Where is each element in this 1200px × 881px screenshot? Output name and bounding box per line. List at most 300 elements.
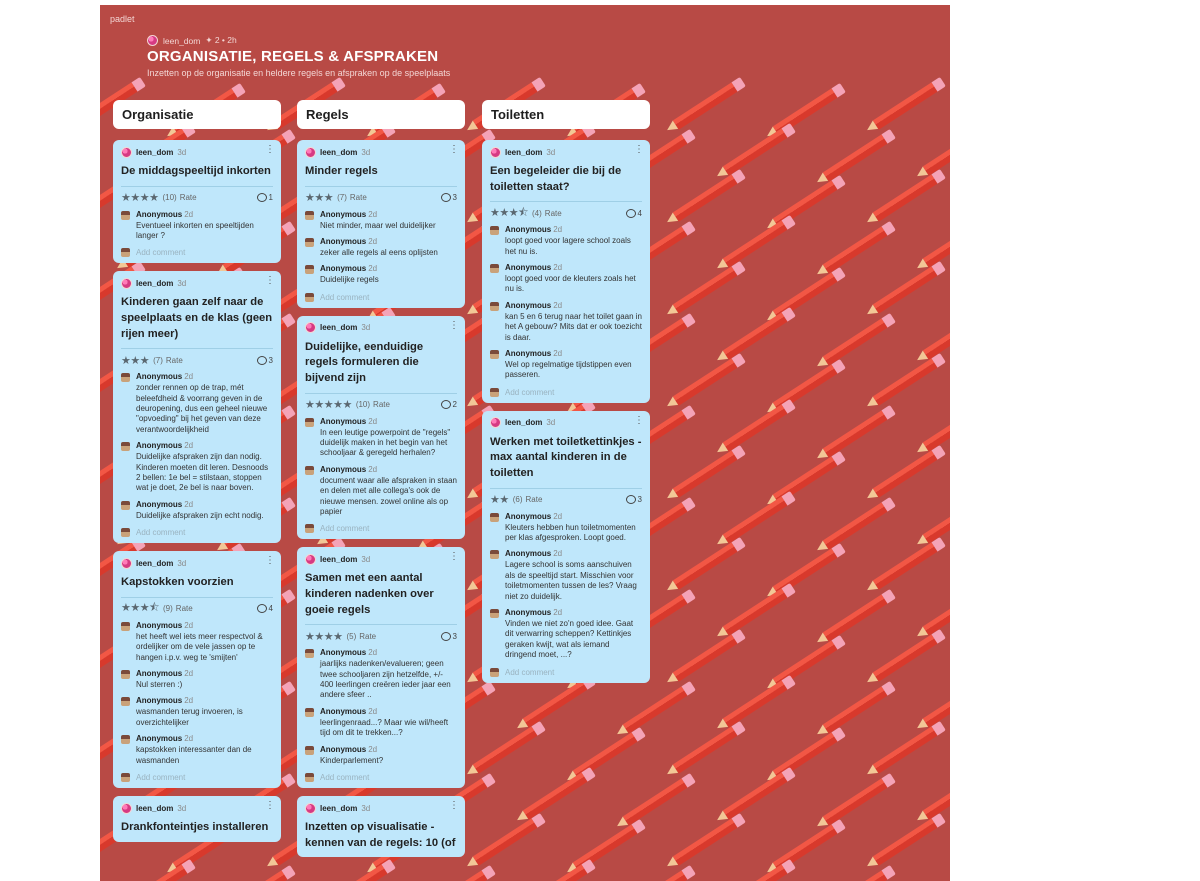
post-card[interactable] — [113, 140, 281, 263]
comment-bubble-icon — [441, 193, 451, 202]
anonymous-avatar-icon — [490, 302, 499, 311]
anonymous-avatar-icon — [305, 708, 314, 717]
rate-button[interactable]: Rate — [525, 495, 543, 505]
more-options-icon[interactable]: ⋮ — [265, 800, 275, 812]
pencil-decoration — [114, 858, 197, 881]
add-comment-input[interactable]: Add comment — [136, 248, 186, 258]
comment-author: Anonymous — [136, 499, 183, 509]
comment — [305, 210, 457, 231]
post-card[interactable] — [113, 271, 281, 543]
divider — [121, 597, 273, 598]
comment — [121, 669, 273, 690]
comment-text: Nul sterren :) — [136, 680, 183, 690]
rating-count: (10) — [162, 193, 177, 203]
pencil-decoration — [514, 858, 597, 881]
post-title: Inzetten op visualisatie - kennen van de regels: 10 (of — [305, 821, 456, 849]
comment-author: Anonymous — [320, 264, 367, 274]
comment-age: 2d — [553, 511, 563, 521]
pencil-decoration — [664, 352, 747, 411]
more-options-icon[interactable]: ⋮ — [449, 319, 459, 331]
rate-button[interactable]: Rate — [175, 604, 193, 614]
pencil-decoration — [814, 588, 897, 647]
anonymous-avatar-icon — [121, 442, 130, 451]
pencil-decoration — [664, 536, 747, 595]
comment-age: 2d — [368, 209, 378, 219]
board-subtitle: Inzetten op de organisatie en heldere regels en afspraken op de speelplaats — [147, 68, 451, 78]
comment-count-value: 1 — [268, 193, 273, 203]
comment-count[interactable] — [441, 400, 457, 409]
comment — [305, 648, 457, 701]
comment-age: 2d — [368, 744, 378, 754]
comment — [305, 707, 457, 739]
post-author[interactable]: leen_dom — [320, 147, 358, 157]
comment-age: 2d — [184, 734, 194, 744]
more-options-icon[interactable]: ⋮ — [449, 800, 459, 812]
comment-count[interactable] — [441, 632, 457, 641]
anonymous-avatar-icon — [490, 350, 499, 359]
comment-text: loopt goed voor lagere school zoals het nu is. — [505, 236, 631, 256]
comment-count[interactable] — [257, 193, 273, 202]
more-options-icon[interactable]: ⋮ — [449, 551, 459, 563]
post-title: De middagspeeltijd inkorten — [121, 165, 271, 177]
comment-count[interactable] — [441, 193, 457, 202]
comment-bubble-icon — [441, 400, 451, 409]
rating-count: (10) — [355, 400, 371, 410]
anonymous-avatar-icon — [305, 265, 314, 274]
comment-age: 2d — [184, 441, 194, 451]
comment-age: 2d — [368, 264, 378, 274]
add-comment-row[interactable] — [490, 388, 642, 397]
pencil-decoration — [664, 168, 747, 227]
post-author[interactable]: leen_dom — [136, 278, 174, 288]
comment — [490, 549, 642, 602]
comment-text: document waar alle afspraken in staan en delen met alle collega's ook de nieuwe mensen. zowel online als op papier — [320, 475, 457, 517]
rating-row — [490, 494, 642, 506]
rating-row — [121, 192, 273, 204]
add-comment-input[interactable]: Add comment — [505, 387, 555, 397]
comment — [490, 512, 642, 544]
pencil-decoration — [864, 628, 947, 687]
user-avatar-icon — [121, 528, 130, 537]
comment-count[interactable] — [257, 356, 273, 365]
comment — [490, 263, 642, 295]
rate-button[interactable]: Rate — [373, 400, 390, 410]
post-card[interactable] — [297, 316, 465, 540]
column-header[interactable]: Organisatie — [113, 100, 281, 129]
comment-age: 2d — [368, 416, 378, 426]
anonymous-avatar-icon — [121, 670, 130, 679]
column — [482, 100, 650, 691]
comment-count[interactable] — [257, 604, 273, 613]
star-rating-icon[interactable]: ★★★⯪ — [121, 602, 160, 615]
anonymous-avatar-icon — [121, 622, 130, 631]
comment-count-value: 3 — [452, 631, 457, 641]
pencil-decoration — [864, 812, 947, 871]
more-options-icon[interactable]: ⋮ — [634, 144, 644, 155]
comment-bubble-icon — [257, 604, 267, 613]
user-avatar-icon — [305, 773, 314, 782]
comment-age: 2d — [553, 608, 563, 618]
anonymous-avatar-icon — [305, 418, 314, 427]
comment-author: Anonymous — [136, 696, 183, 706]
comment-author: Anonymous — [505, 300, 552, 310]
more-options-icon[interactable]: ⋮ — [265, 144, 275, 155]
pencil-decoration — [714, 490, 797, 549]
comment-text: Eventueel inkorten en speeltijden langer ? — [136, 220, 254, 240]
comment-age: 2d — [184, 499, 194, 509]
add-comment-row[interactable] — [490, 668, 642, 677]
add-comment-input[interactable]: Add comment — [505, 667, 555, 677]
pencil-decoration — [864, 352, 947, 411]
post-age: 3d — [177, 558, 187, 568]
star-rating-icon[interactable]: ★★★ — [121, 354, 150, 367]
anonymous-avatar-icon — [305, 746, 314, 755]
rating-row — [305, 399, 457, 411]
rating-row — [490, 207, 642, 219]
add-comment-input[interactable]: Add comment — [136, 528, 186, 538]
comment — [305, 745, 457, 766]
pencil-decoration — [664, 76, 747, 135]
post-author-row — [305, 802, 457, 814]
comment — [121, 441, 273, 494]
comment-bubble-icon — [626, 209, 636, 218]
comment-text: In een leutige powerpoint de "regels" duidelijk maken in het begin van het schooljaar & geregeld herhalen? — [320, 427, 451, 458]
comment-author: Anonymous — [136, 734, 183, 744]
pencil-decoration — [814, 680, 897, 739]
post-author[interactable]: leen_dom — [505, 147, 543, 157]
anonymous-avatar-icon — [305, 211, 314, 220]
comment-author: Anonymous — [320, 237, 367, 246]
add-comment-row[interactable] — [121, 248, 273, 257]
rating-row — [305, 192, 457, 204]
comment-bubble-icon — [257, 193, 267, 202]
add-comment-row[interactable] — [305, 293, 457, 302]
add-comment-input[interactable]: Add comment — [320, 524, 370, 534]
anonymous-avatar-icon — [121, 211, 130, 220]
pencil-decoration — [664, 260, 747, 319]
anonymous-avatar-icon — [305, 466, 314, 475]
comment — [490, 608, 642, 661]
comment-text: Lagere school is soms aanschuiven als de speeltijd start. Misschien voor toiletmomenten tussen de les? Vraag niet zo duidelijk. — [505, 560, 637, 601]
pencil-decoration — [514, 766, 597, 825]
divider — [121, 348, 273, 349]
comment — [305, 417, 457, 459]
comment-count-value: 2 — [452, 400, 457, 410]
comment-age: 2d — [184, 372, 194, 382]
comment-author: Anonymous — [505, 263, 552, 272]
rate-button[interactable]: Rate — [359, 631, 377, 641]
comment-author: Anonymous — [505, 225, 552, 235]
post-age: 3d — [177, 803, 187, 813]
author-avatar[interactable] — [305, 322, 316, 333]
rating-row — [121, 603, 273, 615]
pencil-decoration — [814, 404, 897, 463]
pencil-decoration — [814, 220, 897, 279]
comment — [121, 734, 273, 766]
comment-age: 2d — [553, 225, 563, 235]
more-options-icon[interactable]: ⋮ — [265, 555, 275, 567]
pencil-decoration — [714, 398, 797, 457]
more-options-icon[interactable]: ⋮ — [265, 275, 275, 287]
author-avatar[interactable] — [305, 147, 316, 158]
author-avatar[interactable] — [305, 554, 316, 565]
comment-author: Anonymous — [320, 209, 367, 219]
post-author[interactable]: leen_dom — [505, 418, 543, 428]
comment-age: 2d — [368, 464, 378, 474]
post-card[interactable] — [482, 140, 650, 403]
post-author[interactable]: leen_dom — [320, 323, 358, 333]
add-comment-row[interactable] — [305, 524, 457, 533]
board-author-row — [147, 35, 237, 46]
comment — [490, 349, 642, 381]
pencil-decoration — [814, 128, 897, 187]
rate-button[interactable]: Rate — [165, 355, 183, 365]
pencil-decoration — [864, 76, 947, 135]
rating-count: (9) — [163, 604, 173, 614]
anonymous-avatar-icon — [490, 550, 499, 559]
comment-author: Anonymous — [136, 620, 183, 630]
column-header[interactable]: Toiletten — [482, 100, 650, 129]
pencil-decoration — [414, 864, 497, 881]
post-author[interactable]: leen_dom — [320, 803, 358, 813]
comment-author: Anonymous — [505, 511, 552, 521]
comment-count-value: 3 — [268, 355, 273, 365]
anonymous-avatar-icon — [305, 238, 314, 247]
comment-text: kan 5 en 6 terug naar het toilet gaan in het A gebouw? Mits dat er ook toezicht is daar. — [505, 311, 642, 342]
comment-author: Anonymous — [320, 416, 367, 426]
comment-age: 2d — [368, 706, 378, 716]
post-author-row — [490, 414, 644, 429]
comment-text: loopt goed voor de kleuters zoals het nu is. — [505, 274, 636, 294]
author-avatar[interactable] — [121, 278, 132, 289]
post-card[interactable] — [297, 140, 465, 308]
more-options-icon[interactable]: ⋮ — [449, 144, 459, 155]
anonymous-avatar-icon — [305, 649, 314, 658]
comment-text: Duidelijke afspraken zijn dan nodig. Kinderen moeten dit leren. Desnoods 2 bellen: 1e bel = stilstaan, stoppen wat je doet, 2e bel is naar boven. — [136, 452, 269, 493]
pencil-decoration — [664, 628, 747, 687]
rate-button[interactable]: Rate — [544, 208, 562, 218]
comment-author: Anonymous — [136, 441, 183, 451]
pencil-decoration — [614, 772, 697, 831]
rating-row — [305, 630, 457, 642]
comment-author: Anonymous — [505, 349, 552, 359]
comment-text: wasmanden terug invoeren, is overzichtelijker — [136, 707, 243, 727]
post-title: Een begeleider die bij de toiletten staat? — [490, 165, 622, 193]
board-title: ORGANISATIE, REGELS & AFSPRAKEN — [147, 48, 439, 65]
divider — [305, 393, 457, 394]
anonymous-avatar-icon — [121, 735, 130, 744]
comment-age: 2d — [184, 696, 194, 706]
post-title: Samen met een aantal kinderen nadenken over goeie regels — [305, 572, 434, 616]
post-age: 3d — [361, 323, 371, 333]
pencil-decoration — [464, 720, 547, 779]
anonymous-avatar-icon — [121, 501, 130, 510]
post-card[interactable] — [297, 547, 465, 788]
rating-row — [121, 354, 273, 366]
comment-text: Kinderparlement? — [320, 755, 384, 765]
pencil-decoration — [714, 122, 797, 181]
comment-text: jaarlijks nadenken/evalueren; geen twee schooljaren zijn hetzelfde, +/- 400 leerlingen creëren ieder jaar een andere sfeer .. — [320, 659, 451, 700]
post-title: Kinderen gaan zelf naar de speelplaats en de klas (geen rijen meer) — [121, 296, 273, 340]
comment — [121, 621, 273, 663]
comment-age: 2d — [553, 549, 563, 559]
pencil-decoration — [864, 720, 947, 779]
post-age: 3d — [361, 554, 371, 564]
comment-text: Wel op regelmatige tijdstippen even passeren. — [505, 360, 632, 380]
author-avatar[interactable] — [305, 803, 316, 814]
star-rating-icon[interactable]: ★★★★★ — [305, 399, 352, 412]
comment-author: Anonymous — [320, 464, 367, 474]
pencil-decoration — [864, 168, 947, 227]
comment — [121, 500, 273, 521]
author-avatar[interactable] — [121, 147, 132, 158]
author-avatar[interactable] — [147, 35, 158, 46]
post-author[interactable]: leen_dom — [136, 147, 174, 157]
comment-author: Anonymous — [320, 744, 367, 754]
post-author[interactable]: leen_dom — [136, 803, 174, 813]
comment — [121, 372, 273, 435]
star-rating-icon[interactable]: ★★★★ — [121, 192, 159, 205]
comment-text: zonder rennen op de trap, mét beleefdheid & voorrang geven in de deuropening, dus een geheel nieuwe "opvoeding" bij het geven van deze verantwoordelijkheid — [136, 383, 268, 434]
author-avatar[interactable] — [490, 417, 501, 428]
add-comment-input[interactable]: Add comment — [136, 773, 186, 783]
comment-count[interactable] — [626, 209, 642, 218]
comment — [305, 237, 457, 258]
comment — [305, 264, 457, 285]
comment-author: Anonymous — [136, 209, 183, 219]
pencil-decoration — [714, 306, 797, 365]
padlet-logo[interactable]: padlet — [110, 14, 135, 24]
pencil-decoration — [464, 812, 547, 871]
pencil-decoration — [214, 864, 297, 881]
add-comment-input[interactable]: Add comment — [320, 292, 370, 302]
comment — [121, 696, 273, 728]
pencil-decoration — [664, 720, 747, 779]
comment-bubble-icon — [626, 495, 636, 504]
post-author-row — [121, 146, 273, 158]
add-comment-row[interactable] — [305, 773, 457, 782]
pencil-decoration — [814, 864, 897, 881]
comment-author: Anonymous — [136, 669, 183, 679]
comment-count-value: 3 — [637, 495, 642, 505]
post-author-row — [490, 146, 642, 158]
divider — [490, 488, 642, 489]
user-avatar-icon — [305, 293, 314, 302]
comment-age: 2d — [184, 620, 194, 630]
anonymous-avatar-icon — [490, 226, 499, 235]
rate-button[interactable]: Rate — [179, 193, 197, 203]
board-author[interactable]: leen_dom — [163, 35, 201, 46]
post-author[interactable]: leen_dom — [320, 554, 358, 564]
rating-count: (4) — [532, 208, 542, 218]
comment-author: Anonymous — [136, 372, 183, 382]
comment-age: 2d — [368, 648, 378, 658]
comment-age: 2d — [184, 669, 194, 679]
comment-age: 2d — [553, 349, 563, 359]
post-card[interactable] — [482, 411, 650, 683]
add-comment-row[interactable] — [121, 528, 273, 537]
author-avatar[interactable] — [121, 803, 132, 814]
comment-bubble-icon — [257, 356, 267, 365]
pencil-decoration — [864, 536, 947, 595]
divider — [490, 201, 642, 202]
author-avatar[interactable] — [121, 558, 132, 569]
pencil-decoration — [714, 674, 797, 733]
pencil-decoration — [714, 858, 797, 881]
user-avatar-icon — [490, 668, 499, 677]
more-options-icon[interactable]: ⋮ — [634, 414, 644, 426]
pencil-decoration — [714, 582, 797, 641]
divider — [305, 624, 457, 625]
pencil-decoration — [814, 772, 897, 831]
star-rating-icon[interactable]: ★★ — [490, 494, 509, 507]
comment — [121, 210, 273, 242]
post-age: 3d — [361, 147, 371, 157]
user-avatar-icon — [121, 248, 130, 257]
post-card[interactable] — [113, 796, 281, 842]
comment-author: Anonymous — [505, 549, 552, 559]
add-comment-row[interactable] — [121, 773, 273, 782]
star-rating-icon[interactable]: ★★★⯪ — [490, 206, 529, 219]
author-avatar[interactable] — [490, 147, 501, 158]
pencil-decoration — [814, 496, 897, 555]
user-avatar-icon — [490, 388, 499, 397]
user-avatar-icon — [305, 524, 314, 533]
pencil-decoration — [914, 858, 950, 881]
post-card[interactable] — [297, 796, 465, 857]
comment — [305, 465, 457, 518]
comment-count-value: 3 — [452, 193, 457, 203]
comment-text: kapstokken interessanter dan de wasmanden — [136, 745, 252, 765]
board-stats: ✦ 2 • 2h — [205, 35, 237, 45]
column-header[interactable]: Regels — [297, 100, 465, 129]
comment-text: Vinden we niet zo'n goed idee. Gaat dit verwarring scheppen? Kettinkjes geraken kwijt, wat als iemand dringend moet, ...? — [505, 619, 634, 660]
comment-age: 2d — [553, 300, 563, 310]
post-title: Kapstokken voorzien — [121, 576, 234, 589]
add-comment-input[interactable]: Add comment — [320, 773, 370, 783]
rate-button[interactable]: Rate — [349, 193, 367, 203]
post-title: Werken met toiletkettinkjes - max aantal kinderen in de toiletten — [490, 435, 642, 480]
comment-text: het heeft wel iets meer respectvol & ordelijker om de vele jassen op te hangen i.p.v. weg te 'smijten' — [136, 631, 263, 662]
column — [113, 100, 281, 850]
comment-text: Niet minder, maar wel duidelijker — [320, 220, 436, 230]
comment-age: 2d — [368, 237, 378, 246]
post-title: Minder regels — [305, 165, 378, 177]
comment-author: Anonymous — [320, 706, 367, 716]
post-author-row — [305, 319, 459, 334]
comment-count[interactable] — [626, 495, 642, 504]
pencil-decoration — [664, 812, 747, 871]
post-card[interactable] — [113, 551, 281, 788]
column — [297, 100, 465, 865]
post-author[interactable]: leen_dom — [136, 558, 174, 568]
comment-text: zeker alle regels al eens oplijsten — [320, 248, 438, 257]
pencil-decoration — [714, 214, 797, 273]
pencil-decoration — [714, 766, 797, 825]
post-age: 3d — [177, 147, 187, 157]
comment-bubble-icon — [441, 632, 451, 641]
anonymous-avatar-icon — [490, 264, 499, 273]
star-rating-icon[interactable]: ★★★ — [305, 192, 334, 205]
pencil-decoration — [864, 444, 947, 503]
comment — [490, 225, 642, 257]
comment-author: Anonymous — [505, 608, 552, 618]
rating-count: (7) — [337, 193, 347, 203]
post-author-row — [305, 553, 457, 565]
post-age: 3d — [546, 147, 556, 157]
star-rating-icon[interactable]: ★★★★ — [305, 630, 343, 643]
divider — [305, 186, 457, 187]
